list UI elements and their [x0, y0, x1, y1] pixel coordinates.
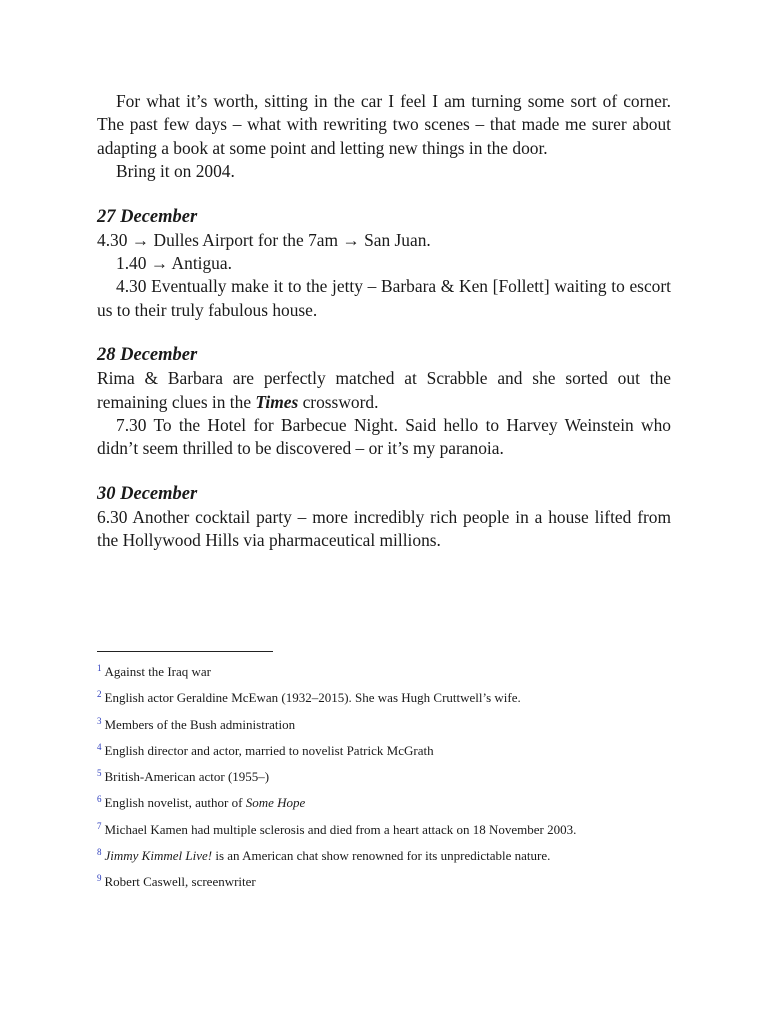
newspaper-title: Times — [255, 391, 299, 412]
show-title: Jimmy Kimmel Live! — [104, 848, 213, 864]
diary-body — [97, 90, 671, 553]
entry-28-line-2: 7.30 To the Hotel for Barbecue Night. Said hello to Harvey Weinstein who didn’t seem thrilled to be discovered – or it’s my paranoia. — [97, 415, 671, 459]
footnote-9: $^9$ Robert Caswell, screenwriter — [97, 873, 256, 890]
entry-27-line-3: 4.30 Eventually make it to the jetty – Barbara & Ken [Follett] waiting to escort us to their truly fabulous house. — [97, 276, 671, 320]
intro-paragraph: For what it’s worth, sitting in the car I feel I am turning some sort of corner. The past few days – what with rewriting two scenes – that made me surer about adapting a book at some point and letting new things in the door. — [97, 91, 671, 158]
footnote-5: $^5$ British-American actor (1955–) — [97, 768, 270, 785]
footnote-number[interactable]: 7 — [97, 820, 102, 831]
footnote-6: $^6$ English novelist, author of Some Hope — [97, 794, 306, 811]
footnote-number[interactable]: 2 — [97, 689, 102, 700]
footnote-2: $^2$ English actor Geraldine McEwan (1932–2015). She was Hugh Cruttwell’s wife. — [97, 689, 521, 706]
footnote-number[interactable]: 4 — [97, 741, 102, 752]
entry-heading-27-december: 27 December — [97, 206, 198, 227]
footnote-number[interactable]: 8 — [97, 847, 102, 858]
book-title: Some Hope — [245, 795, 306, 811]
entry-28-line-1 — [97, 367, 671, 414]
footnote-1: $^1$ Against the Iraq war — [97, 663, 211, 679]
entry-27-line-2: 1.40 → Antigua. — [116, 253, 232, 274]
footnotes — [97, 651, 671, 894]
footnote-4: $^4$ English director and actor, married to novelist Patrick McGrath — [97, 741, 434, 758]
footnote-number[interactable]: 6 — [97, 794, 102, 805]
footnote-3: $^3$ Members of the Bush administration — [97, 715, 296, 732]
entry-30-line-1: 6.30 Another cocktail party – more incredibly rich people in a house lifted from the Hollywood Hills via pharmaceutical millions. — [97, 506, 671, 551]
footnote-8: $^8$ Jimmy Kimmel Live! is an American chat show renowned for its unpredictable nature. — [97, 847, 551, 864]
entry-heading-28-december: 28 December — [97, 345, 198, 366]
footnote-number[interactable]: 3 — [97, 715, 102, 726]
entry-heading-30-december: 30 December — [97, 483, 198, 504]
entry-28-text-before: Rima & Barbara are perfectly matched at Scrabble and she sorted out the remaining clues in the — [97, 368, 671, 412]
footnote-number[interactable]: 1 — [97, 663, 102, 673]
entry-28-text-after: crossword. — [298, 391, 379, 412]
entry-27-line-1: 4.30 → Dulles Airport for the 7am → San Juan. — [97, 229, 431, 250]
footnote-number[interactable]: 5 — [97, 768, 102, 779]
footnote-divider — [97, 651, 273, 652]
footnote-7: $^7$ Michael Kamen had multiple sclerosis and died from a heart attack on 18 November 2003. — [97, 820, 577, 837]
footnote-number[interactable]: 9 — [97, 873, 102, 884]
intro-closing-line: Bring it on 2004. — [116, 161, 235, 182]
